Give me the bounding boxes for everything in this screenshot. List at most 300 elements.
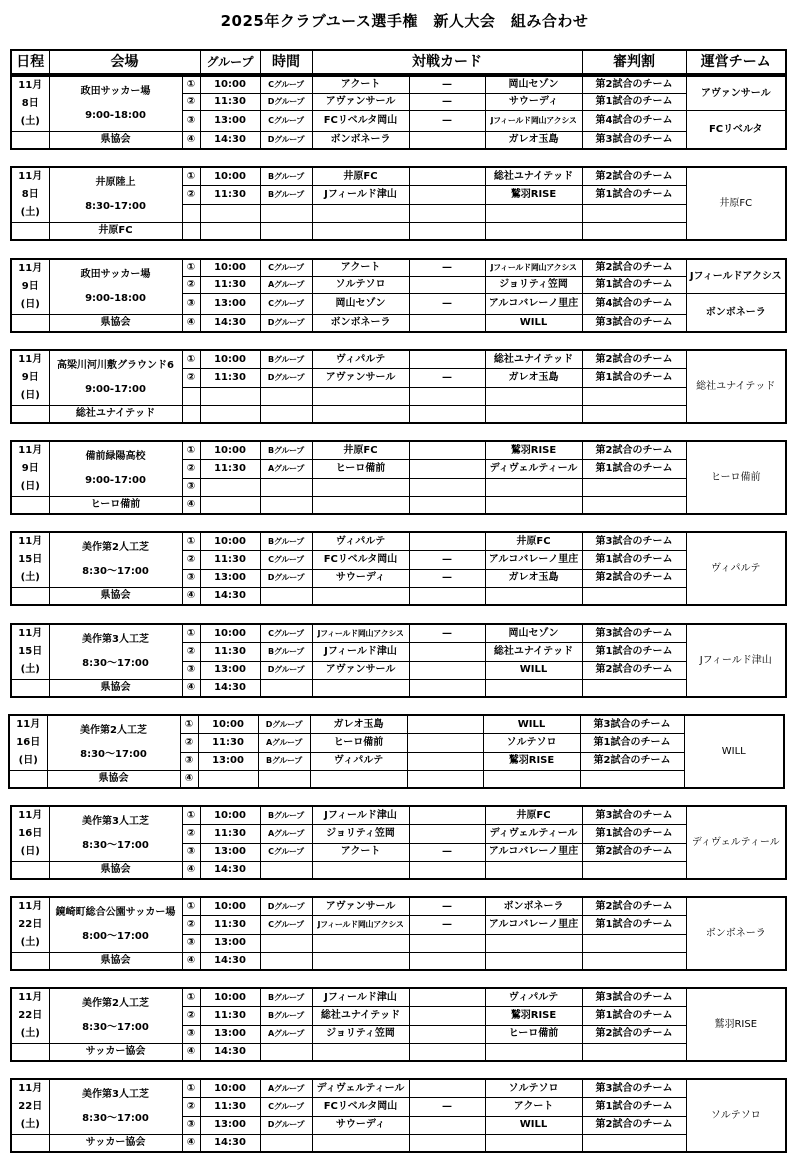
away-team: アルコバレーノ里庄: [485, 916, 582, 934]
away-team: 岡山セゾン: [485, 624, 582, 643]
date-line: 9日: [21, 463, 39, 474]
match-row: [11, 1079, 786, 1098]
versus-mark: [409, 277, 485, 294]
match-row: [11, 862, 786, 880]
match-time: 13:00: [200, 1116, 260, 1134]
match-group: [260, 387, 312, 405]
date-line: 16日: [16, 737, 41, 748]
match-group: [260, 204, 312, 222]
referee-assignment: 第1試合のチーム: [582, 643, 686, 661]
date-line: 22日: [18, 1010, 43, 1021]
match-number: ①: [182, 624, 200, 643]
match-time: 11:30: [200, 1098, 260, 1116]
match-group: Cグループ: [260, 551, 312, 569]
venue-cell: [49, 76, 182, 132]
match-group: Dグループ: [258, 715, 310, 734]
home-team: アヴァンサール: [312, 94, 409, 111]
away-team: WILL: [483, 715, 580, 734]
away-team: Jフィールド岡山アクシス: [485, 259, 582, 277]
away-team: 鷲羽RISE: [485, 186, 582, 204]
match-group: [260, 478, 312, 496]
date-line: 9日: [21, 372, 39, 383]
versus-mark: [409, 1044, 485, 1062]
match-block: [10, 896, 787, 971]
match-time: 11:30: [200, 460, 260, 478]
versus-mark: [409, 460, 485, 478]
venue-hours: 8:30～17:00: [82, 566, 149, 577]
referee-assignment: 第1試合のチーム: [580, 734, 684, 752]
match-time: [200, 387, 260, 405]
match-number: ④: [182, 132, 200, 150]
versus-mark: [409, 1135, 485, 1153]
match-row: [11, 259, 786, 277]
match-group: Cグループ: [260, 843, 312, 861]
date-line: (土): [20, 937, 40, 948]
match-time: 11:30: [198, 734, 258, 752]
referee-assignment: [582, 204, 686, 222]
home-team: 総社ユナイテッド: [312, 1007, 409, 1025]
venue-name: 美作第2人工芝: [82, 542, 149, 553]
venue-host: 県協会: [49, 588, 182, 606]
referee-assignment: [582, 387, 686, 405]
home-team: アクート: [312, 843, 409, 861]
match-number: ③: [182, 1116, 200, 1134]
date-line: 11月: [18, 628, 43, 639]
match-time: 14:30: [200, 862, 260, 880]
versus-mark: [409, 167, 485, 186]
match-time: 10:00: [200, 624, 260, 643]
match-block: [10, 349, 787, 424]
date-cell-empty: [11, 223, 49, 241]
venue-hours: 8:00～17:00: [82, 931, 149, 942]
date-line: (土): [20, 207, 40, 218]
venue-hours: 8:30～17:00: [82, 840, 149, 851]
management-team: FCリベルタ: [686, 111, 786, 150]
versus-mark: [409, 1079, 485, 1098]
match-group: Dグループ: [260, 569, 312, 587]
match-time: [200, 497, 260, 515]
match-time: 11:30: [200, 551, 260, 569]
versus-mark: [409, 350, 485, 369]
referee-assignment: 第1試合のチーム: [582, 1007, 686, 1025]
versus-mark: [409, 825, 485, 843]
match-block: [10, 166, 787, 241]
venue-name: 高梁川河川敷グラウンド6: [57, 360, 174, 371]
date-cell-empty: [11, 862, 49, 880]
versus-mark: —: [409, 259, 485, 277]
referee-assignment: 第4試合のチーム: [582, 294, 686, 315]
home-team: Jフィールド津山: [312, 806, 409, 825]
match-row: [11, 680, 786, 698]
versus-mark: —: [409, 94, 485, 111]
match-number: ④: [182, 1135, 200, 1153]
match-number: ③: [182, 478, 200, 496]
match-group: [260, 953, 312, 971]
match-group: Dグループ: [260, 315, 312, 333]
date-line: (土): [20, 116, 40, 127]
home-team: [312, 934, 409, 952]
match-row: [11, 588, 786, 606]
match-number: ②: [182, 94, 200, 111]
date-line: 11月: [18, 1083, 43, 1094]
away-team: 鷲羽RISE: [483, 752, 580, 770]
management-team: ヴィパルテ: [686, 532, 786, 605]
match-number: ③: [182, 1025, 200, 1043]
date-cell-empty: [11, 680, 49, 698]
referee-assignment: 第1試合のチーム: [582, 369, 686, 387]
date-cell: [11, 624, 49, 680]
venue-cell: [49, 988, 182, 1044]
match-block: [10, 258, 787, 333]
versus-mark: [409, 953, 485, 971]
referee-assignment: [582, 588, 686, 606]
referee-assignment: [582, 680, 686, 698]
match-time: 13:00: [200, 569, 260, 587]
venue-cell: [49, 441, 182, 497]
home-team: [312, 862, 409, 880]
versus-mark: —: [409, 111, 485, 132]
venue-hours: 8:30～17:00: [82, 1022, 149, 1033]
venue-host: 井原FC: [49, 223, 182, 241]
match-number: ②: [182, 369, 200, 387]
referee-assignment: 第2試合のチーム: [582, 1116, 686, 1134]
versus-mark: [409, 204, 485, 222]
match-group: [260, 862, 312, 880]
home-team: FCリベルタ岡山: [312, 111, 409, 132]
versus-mark: [409, 532, 485, 551]
home-team: ジョリティ笠岡: [312, 825, 409, 843]
match-time: 11:30: [200, 94, 260, 111]
date-line: 15日: [18, 554, 43, 565]
match-number: ②: [180, 734, 198, 752]
date-line: 11月: [18, 445, 43, 456]
date-line: 8日: [21, 189, 39, 200]
home-team: [312, 406, 409, 424]
referee-assignment: 第1試合のチーム: [582, 825, 686, 843]
away-team: アルコバレーノ里庄: [485, 843, 582, 861]
match-group: Bグループ: [260, 441, 312, 460]
away-team: アルコバレーノ里庄: [485, 551, 582, 569]
date-line: (土): [20, 1119, 40, 1130]
match-row: [11, 315, 786, 333]
match-time: 13:00: [200, 294, 260, 315]
management-team: ボンボネーラ: [686, 294, 786, 333]
date-cell: [11, 167, 49, 223]
match-number: [182, 387, 200, 405]
match-time: [200, 223, 260, 241]
match-number: [182, 406, 200, 424]
match-group: [260, 588, 312, 606]
date-line: (日): [18, 755, 38, 766]
date-cell: [11, 532, 49, 588]
match-number: [182, 204, 200, 222]
match-group: Cグループ: [260, 259, 312, 277]
match-time: 10:00: [200, 441, 260, 460]
management-team: ディヴェルティール: [686, 806, 786, 879]
match-row: [11, 1135, 786, 1153]
match-row: [11, 497, 786, 515]
header-table: [10, 49, 787, 75]
home-team: [312, 1044, 409, 1062]
match-block: [10, 623, 787, 698]
venue-name: 政田サッカー場: [80, 86, 151, 97]
home-team: アヴァンサール: [312, 369, 409, 387]
match-number: ②: [182, 460, 200, 478]
referee-assignment: 第2試合のチーム: [582, 661, 686, 679]
versus-mark: [409, 588, 485, 606]
header-group: グループ: [200, 50, 260, 74]
versus-mark: [409, 387, 485, 405]
match-group: [260, 1044, 312, 1062]
away-team: ジョリティ笠岡: [485, 277, 582, 294]
versus-mark: [409, 1007, 485, 1025]
date-line: (土): [20, 664, 40, 675]
date-cell: [11, 350, 49, 406]
match-group: Aグループ: [260, 825, 312, 843]
date-line: (日): [20, 390, 40, 401]
match-time: [200, 478, 260, 496]
away-team: [485, 588, 582, 606]
date-line: 11月: [18, 80, 43, 91]
referee-assignment: 第3試合のチーム: [582, 988, 686, 1007]
versus-mark: [409, 441, 485, 460]
referee-assignment: 第3試合のチーム: [582, 1079, 686, 1098]
match-group: Bグループ: [260, 350, 312, 369]
home-team: [312, 680, 409, 698]
referee-assignment: 第3試合のチーム: [582, 532, 686, 551]
venue-host: 県協会: [49, 953, 182, 971]
match-group: [260, 223, 312, 241]
referee-assignment: 第2試合のチーム: [582, 897, 686, 916]
away-team: 岡山セゾン: [485, 76, 582, 94]
venue-cell: [49, 167, 182, 223]
match-row: [11, 1044, 786, 1062]
venue-name: 政田サッカー場: [80, 269, 151, 280]
match-group: Aグループ: [260, 460, 312, 478]
date-line: 11月: [18, 901, 43, 912]
home-team: [312, 478, 409, 496]
venue-name: 美作第3人工芝: [82, 1089, 149, 1100]
match-group: Cグループ: [260, 76, 312, 94]
away-team: 井原FC: [485, 806, 582, 825]
match-number: ②: [182, 1007, 200, 1025]
away-team: [485, 862, 582, 880]
date-cell-empty: [11, 1044, 49, 1062]
venue-name: 美作第2人工芝: [82, 998, 149, 1009]
referee-assignment: 第2試合のチーム: [582, 167, 686, 186]
versus-mark: —: [409, 624, 485, 643]
home-team: [310, 771, 407, 789]
versus-mark: —: [409, 1098, 485, 1116]
home-team: [312, 497, 409, 515]
referee-assignment: 第2試合のチーム: [582, 259, 686, 277]
match-time: 14:30: [200, 680, 260, 698]
match-time: 13:00: [200, 843, 260, 861]
venue-cell: [49, 259, 182, 315]
match-time: 10:00: [200, 259, 260, 277]
referee-assignment: [580, 771, 684, 789]
versus-mark: —: [409, 369, 485, 387]
referee-assignment: 第1試合のチーム: [582, 916, 686, 934]
referee-assignment: 第1試合のチーム: [582, 1098, 686, 1116]
home-team: Jフィールド岡山アクシス: [312, 624, 409, 643]
match-row: [11, 988, 786, 1007]
date-line: 11月: [18, 354, 43, 365]
venue-cell: [49, 624, 182, 680]
versus-mark: [409, 132, 485, 150]
date-line: (日): [20, 299, 40, 310]
home-team: [312, 1135, 409, 1153]
match-time: 10:00: [200, 76, 260, 94]
date-line: 8日: [21, 98, 39, 109]
versus-mark: [409, 186, 485, 204]
home-team: ヒーロ備前: [312, 460, 409, 478]
date-line: 11月: [18, 536, 43, 547]
venue-hours: 8:30～17:00: [80, 749, 147, 760]
away-team: ヒーロ備前: [485, 1025, 582, 1043]
versus-mark: [409, 478, 485, 496]
match-row: [11, 76, 786, 94]
match-number: [182, 223, 200, 241]
match-group: Bグループ: [258, 752, 310, 770]
referee-assignment: 第1試合のチーム: [582, 460, 686, 478]
management-team: Jフィールド津山: [686, 624, 786, 697]
date-cell: [11, 259, 49, 315]
date-cell: [11, 441, 49, 497]
venue-host: ヒーロ備前: [49, 497, 182, 515]
away-team: 鷲羽RISE: [485, 1007, 582, 1025]
match-group: Cグループ: [260, 294, 312, 315]
match-number: ③: [182, 294, 200, 315]
match-block: [10, 1078, 787, 1153]
match-row: [9, 715, 784, 734]
date-line: (土): [20, 572, 40, 583]
referee-assignment: [582, 406, 686, 424]
away-team: WILL: [485, 315, 582, 333]
date-cell: [11, 897, 49, 953]
match-row: [11, 806, 786, 825]
home-team: [312, 588, 409, 606]
referee-assignment: [582, 478, 686, 496]
header-referee: 審判割: [582, 50, 686, 74]
versus-mark: —: [409, 897, 485, 916]
date-cell-empty: [9, 771, 47, 789]
match-number: ③: [182, 934, 200, 952]
away-team: 総社ユナイテッド: [485, 350, 582, 369]
versus-mark: [407, 734, 483, 752]
match-number: ①: [182, 441, 200, 460]
match-row: [11, 624, 786, 643]
match-number: ④: [182, 588, 200, 606]
referee-assignment: 第2試合のチーム: [582, 441, 686, 460]
venue-cell: [49, 532, 182, 588]
match-row: [11, 897, 786, 916]
match-time: 13:00: [200, 934, 260, 952]
match-time: 11:30: [200, 825, 260, 843]
match-block: [10, 440, 787, 515]
home-team: サウーディ: [312, 1116, 409, 1134]
match-number: ④: [182, 497, 200, 515]
venue-cell: [49, 897, 182, 953]
date-line: (日): [20, 846, 40, 857]
home-team: ジョリティ笠岡: [312, 1025, 409, 1043]
match-time: 10:00: [200, 350, 260, 369]
match-group: Cグループ: [260, 624, 312, 643]
home-team: ヴィパルテ: [312, 350, 409, 369]
away-team: ガレオ玉島: [485, 132, 582, 150]
referee-assignment: 第3試合のチーム: [582, 806, 686, 825]
match-time: 13:00: [200, 111, 260, 132]
match-number: ①: [182, 897, 200, 916]
referee-assignment: 第4試合のチーム: [582, 111, 686, 132]
away-team: WILL: [485, 661, 582, 679]
home-team: ヴィパルテ: [310, 752, 407, 770]
match-number: ④: [182, 315, 200, 333]
venue-hours: 9:00-18:00: [85, 110, 146, 121]
home-team: 井原FC: [312, 167, 409, 186]
management-team: 井原FC: [686, 167, 786, 240]
match-number: ④: [182, 1044, 200, 1062]
header-date: 日程: [11, 50, 49, 74]
away-team: [485, 934, 582, 952]
match-group: Bグループ: [260, 167, 312, 186]
match-time: [200, 406, 260, 424]
match-time: 13:00: [200, 1025, 260, 1043]
home-team: ソルテソロ: [312, 277, 409, 294]
match-time: [198, 771, 258, 789]
date-cell-empty: [11, 1135, 49, 1153]
home-team: FCリベルタ岡山: [312, 551, 409, 569]
match-number: ③: [180, 752, 198, 770]
match-time: 11:30: [200, 186, 260, 204]
home-team: ディヴェルティール: [312, 1079, 409, 1098]
match-group: Dグループ: [260, 661, 312, 679]
date-line: 16日: [18, 828, 43, 839]
match-block: [10, 75, 787, 150]
match-number: ②: [182, 186, 200, 204]
venue-cell: [47, 715, 180, 771]
referee-assignment: 第2試合のチーム: [582, 569, 686, 587]
home-team: アヴァンサール: [312, 661, 409, 679]
match-number: ④: [182, 862, 200, 880]
match-group: Bグループ: [260, 532, 312, 551]
away-team: 井原FC: [485, 532, 582, 551]
match-time: [200, 204, 260, 222]
match-group: [260, 406, 312, 424]
management-team: ボンボネーラ: [686, 897, 786, 970]
match-time: 14:30: [200, 132, 260, 150]
home-team: アクート: [312, 259, 409, 277]
away-team: 鷲羽RISE: [485, 441, 582, 460]
home-team: サウーディ: [312, 569, 409, 587]
page-title: 2025年クラブユース選手権 新人大会 組み合わせ: [220, 12, 589, 30]
management-team: ソルテソロ: [686, 1079, 786, 1152]
versus-mark: [409, 862, 485, 880]
date-line: 11月: [18, 171, 43, 182]
match-number: ②: [182, 643, 200, 661]
away-team: ボンボネーラ: [485, 897, 582, 916]
versus-mark: [409, 315, 485, 333]
versus-mark: [409, 680, 485, 698]
match-group: Dグループ: [260, 897, 312, 916]
match-group: Aグループ: [260, 1079, 312, 1098]
venue-hours: 9:00-17:00: [85, 384, 146, 395]
referee-assignment: 第2試合のチーム: [582, 76, 686, 94]
date-line: 9日: [21, 281, 39, 292]
away-team: ヴィパルテ: [485, 988, 582, 1007]
versus-mark: [409, 406, 485, 424]
match-time: 10:00: [200, 167, 260, 186]
